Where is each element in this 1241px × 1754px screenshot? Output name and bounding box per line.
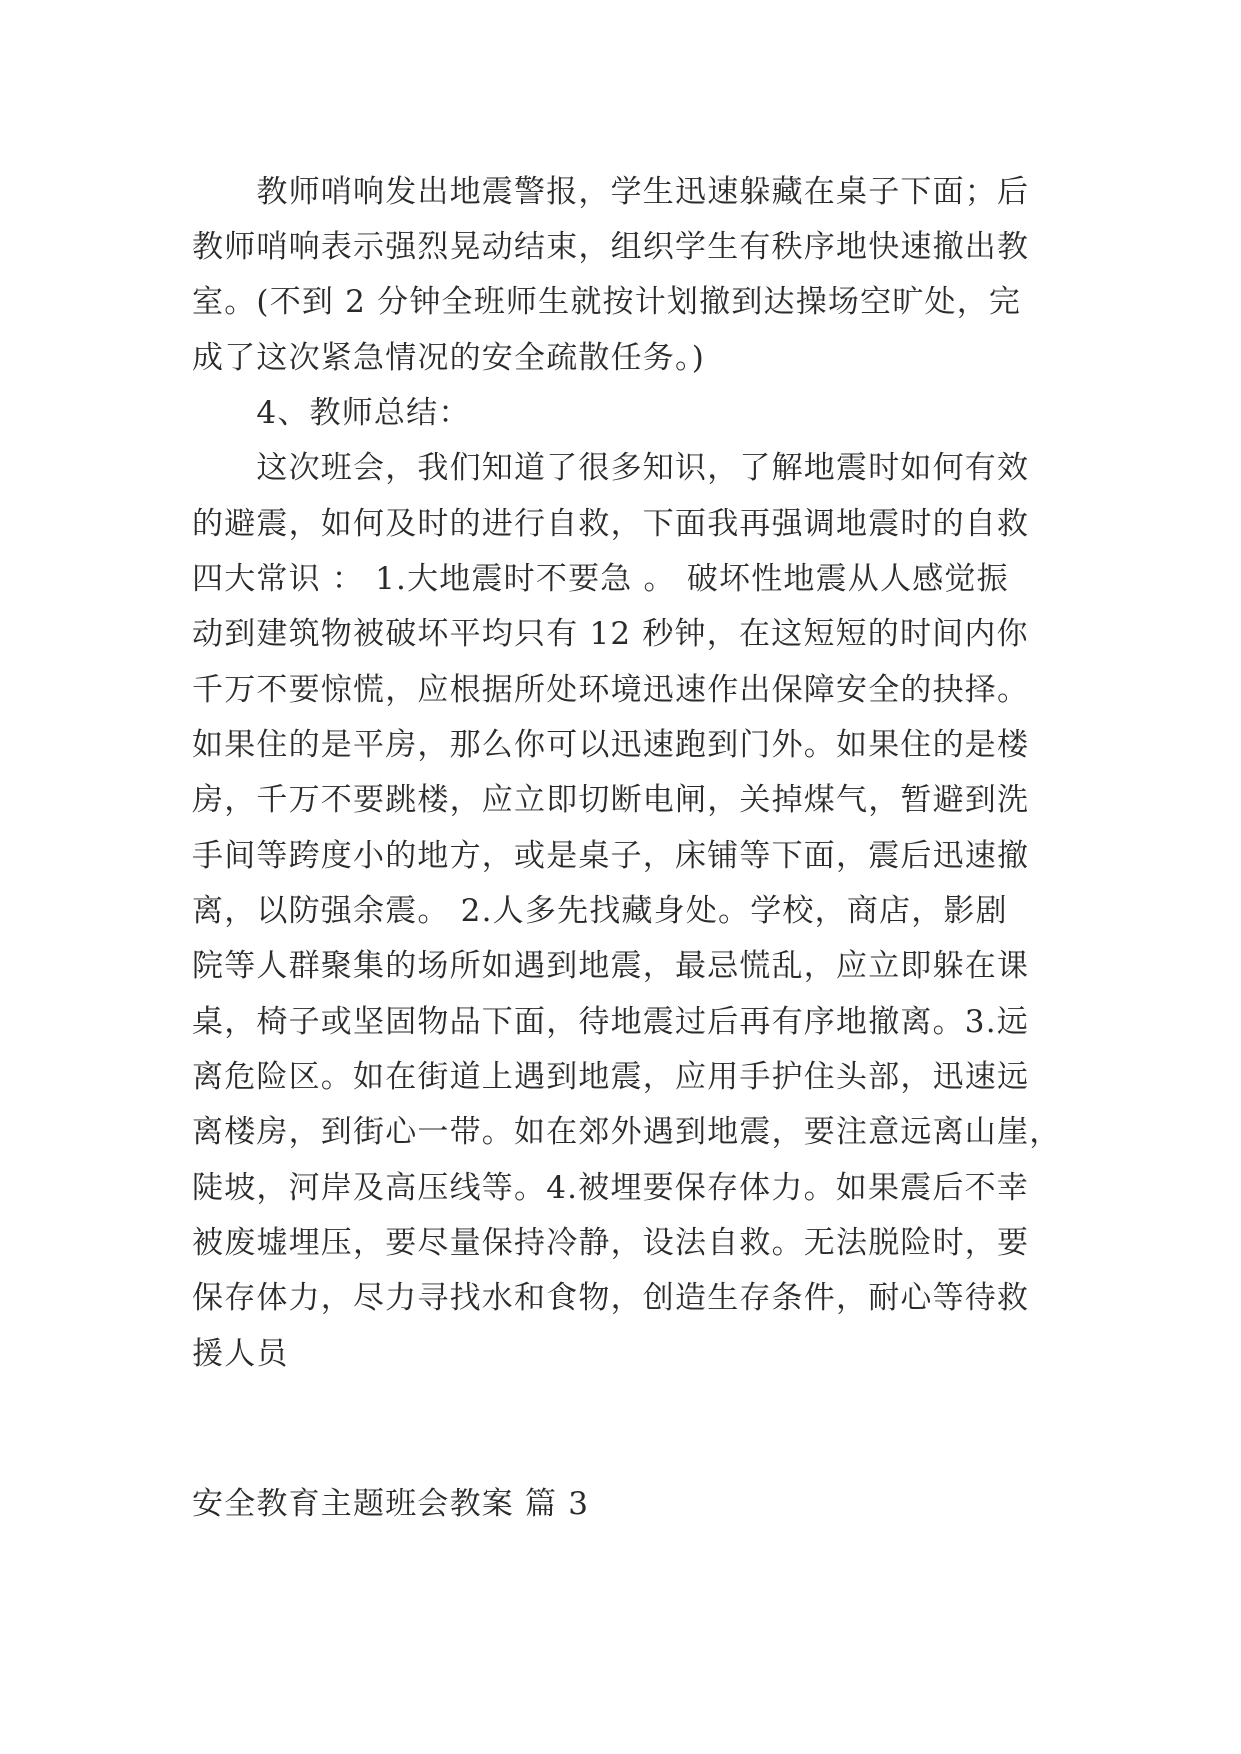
- body-line: 这次班会，我们知道了很多知识，了解地震时如何有效: [192, 450, 1030, 486]
- body-line: 援人员: [192, 1336, 289, 1372]
- body-line: 的避震，如何及时的进行自救，下面我再强调地震时的自救: [192, 506, 1030, 542]
- body-line: 房，千万不要跳楼，应立即切断电闸，关掉煤气，暂避到洗: [192, 782, 1030, 818]
- body-line: 成了这次紧急情况的安全疏散任务。): [192, 340, 705, 376]
- body-line: 被废墟埋压，要尽量保持冷静，设法自救。无法脱险时，要: [192, 1225, 1030, 1261]
- body-line: 教师哨响发出地震警报，学生迅速躲藏在桌子下面；后: [192, 174, 1030, 210]
- body-line: 四大常识 ： 1.大地震时不要急 。 破坏性地震从人感觉振: [192, 561, 1009, 597]
- body-line: 教师哨响表示强烈晃动结束，组织学生有秩序地快速撤出教: [192, 229, 1030, 265]
- body-line: 离楼房，到街心一带。如在郊外遇到地震，要注意远离山崖，: [192, 1114, 1062, 1150]
- body-line: 动到建筑物被破坏平均只有 12 秒钟，在这短短的时间内你: [192, 616, 1029, 652]
- body-line: 院等人群聚集的场所如遇到地震，最忌慌乱，应立即躲在课: [192, 948, 1030, 984]
- body-line: 如果住的是平房，那么你可以迅速跑到门外。如果住的是楼: [192, 727, 1030, 763]
- body-line: 离危险区。如在街道上遇到地震，应用手护住头部，迅速远: [192, 1059, 1030, 1095]
- body-line: 保存体力，尽力寻找水和食物，创造生存条件，耐心等待救: [192, 1280, 1030, 1316]
- body-line: 4、教师总结：: [192, 395, 471, 431]
- body-line: 桌，椅子或坚固物品下面，待地震过后再有序地撤离。3.远: [192, 1004, 1029, 1040]
- section-heading: 安全教育主题班会教案 篇 3: [192, 1486, 590, 1522]
- body-line: 千万不要惊慌，应根据所处环境迅速作出保障安全的抉择。: [192, 672, 1030, 708]
- body-line: 手间等跨度小的地方，或是桌子，床铺等下面，震后迅速撤: [192, 838, 1030, 874]
- body-line: 陡坡，河岸及高压线等。4.被埋要保存体力。如果震后不幸: [192, 1170, 1029, 1206]
- body-line: 室。(不到 2 分钟全班师生就按计划撤到达操场空旷处，完: [192, 284, 1022, 320]
- body-line: 离，以防强余震。 2.人多先找藏身处。学校，商店，影剧: [192, 893, 1008, 929]
